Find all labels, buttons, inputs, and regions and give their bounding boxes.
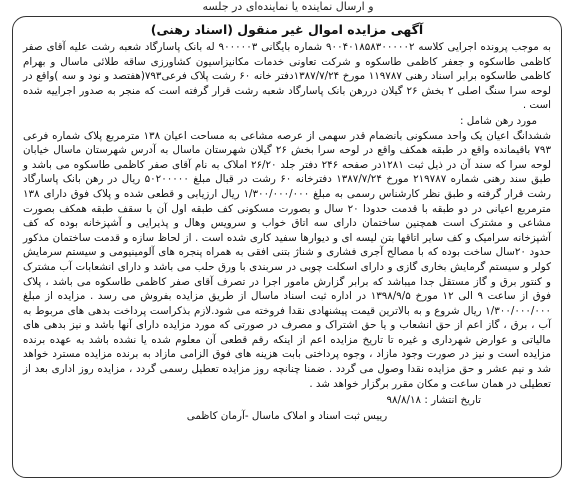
auction-notice	[12, 16, 562, 478]
mortgage-subheading: مورد رهن شامل :	[459, 114, 537, 127]
paragraph-case-details: به موجب پرونده اجرایی کلاسه ۹۰۰۴۰۱۸۵۸۳۰۰۰۰۰۲ شماره بایگانی ۹۰۰۰۰۰۳ له بانک پاسارگاد شعبه رشت علیه آقای صفر کاظمی طاسکوه و جعفر کاظمی طاسکوه و شرکت تعاونی خدمات مکانیزاسیون کشاورزی ساقه طلائی ماسال و بهرام کاظمی طاسکوه برابر اسناد رهنی ۱۱۹۷۸۷ مورخ ۱۳۸۷/۷/۲۴دفتر خانه ۶۰ رشت پلاک فرعی۷۹۳(هفتصد و نود و سه )واقع در لوحه سرا سنگ اصلی ۲ بخش ۲۶ گیلان دررهن بانک پاسارگاد شعبه رشت قرار گرفته است که منجر به صدور اجراییه شده است .	[23, 41, 552, 112]
previous-ad-fragment: و ارسال نماینده یا نماینده‌ای در جلسه	[202, 0, 374, 13]
signature: رییس ثبت اسناد و املاک ماسال -آرمان کاظمی	[186, 409, 388, 422]
notice-body	[23, 40, 551, 391]
publish-date: تاریخ انتشار : ۹۸/۸/۱۸	[386, 394, 481, 407]
paragraph-property-details: ششدانگ اعیان یک واحد مسکونی بانضمام قدر سهمی از عرصه مشاعی به مساحت اعیان ۱۳۸ مترمربع پلاک شماره فرعی ۷۹۳ باقیمانده واقع در طبقه همکف واقع در لوحه سرا بخش ۲۶ گیلان شهرستان ماسال به آدرس شهرستان ماسال خیابان لوحه سرا که سند آن در ذیل ثبت ۱۲۸۱در صفحه ۲۴۶ دفتر جلد ۲۶/۲۰ املاک به نام آقای صفر کاظمی طاسکوه می باشد و طبق سند رهنی شماره ۲۱۹۷۸۷ مورخ ۱۳۸۷/۷/۲۴ دفترخانه ۶۰ رشت در قبال مبلغ ۵۰۲۰۰۰۰۰ ریال در رهن بانک پاسارگاد رشت قرار گرفته و طبق نظر کارشناس رسمی به مبلغ ۱/۳۰۰/۰۰۰/۰۰۰ ریال ارزیابی و قطعی شده و پلاک فوق دارای ۱۳۸ مترمربع اعیانی در دو طبقه با قدمت حدودا ۲۰ سال و بصورت مسکونی کف طبقه اول آن با سقف طبقه همکف بصورت مشاعی و مشترک است همچنین ساختمان دارای سه اتاق خواب و سرویس وهال و پذیرایی و آشپزخانه بوده که کف آشپزخانه سرامیک و کف سایر اتاقها بتن لیسه ای و دیوارها سفید کاری شده است . از لحاظ سازه و قدمت ساختمان مذکور حدود ۲۰سال ساخت بوده که با مصالح آجری فشاری و شناژ بتنی افقی به همراه پنجره های آلومینیومی و سیستم سرمایش کولر و سیستم گرمایش بخاری گازی و دارای اسکلت چوبی در سربندی با ورق حلب می باشد و دارای انشعابات آب مشترک و کنتور برق و گاز مستقل جدا میباشد که برابر گزارش مامور اجرا در تصرف آقای صفر کاظمی طاسکوه می باشد ، پلاک فوق از ساعت ۹ الی ۱۲ مورخ ۱۳۹۸/۹/۵ در اداره ثبت اسناد ماسال از طریق مزایده بفروش می رسد . مزایده از مبلغ ۱/۳۰۰/۰۰۰/۰۰۰ ریال شروع و به بالاترین قیمت پیشنهادی نقدا فروخته می شود.لازم بذکراست پرداخت بدهی های مربوط به آب ، برق ، گاز اعم از حق انشعاب و یا حق اشتراک و مصرف در صورتی که مورد مزایده دارای آنها باشد و نیز بدهی های مالیاتی و عوارض شهرداری و غیره تا تاریخ مزایده اعم از اینکه رقم قطعی آن معلوم شده یا نشده باشد به عهده برنده مزایده است و نیز در صورت وجود مازاد ، وجوه پرداختی بابت هزینه های فوق الزامی مازاد به برنده مزایده مسترد خواهد شد و نیم عشر و حق مزایده نقدا وصول می گردد . ضمنا چنانچه روز مزایده تعطیل رسمی گردد ، مزایده روز اداری بعد از تعطیلی در همان ساعت و مکان مقرر برگزار خواهد شد .	[23, 129, 552, 390]
notice-title: آگهی مزایده اموال غیر منقول (اسناد رهنی)	[150, 22, 424, 37]
